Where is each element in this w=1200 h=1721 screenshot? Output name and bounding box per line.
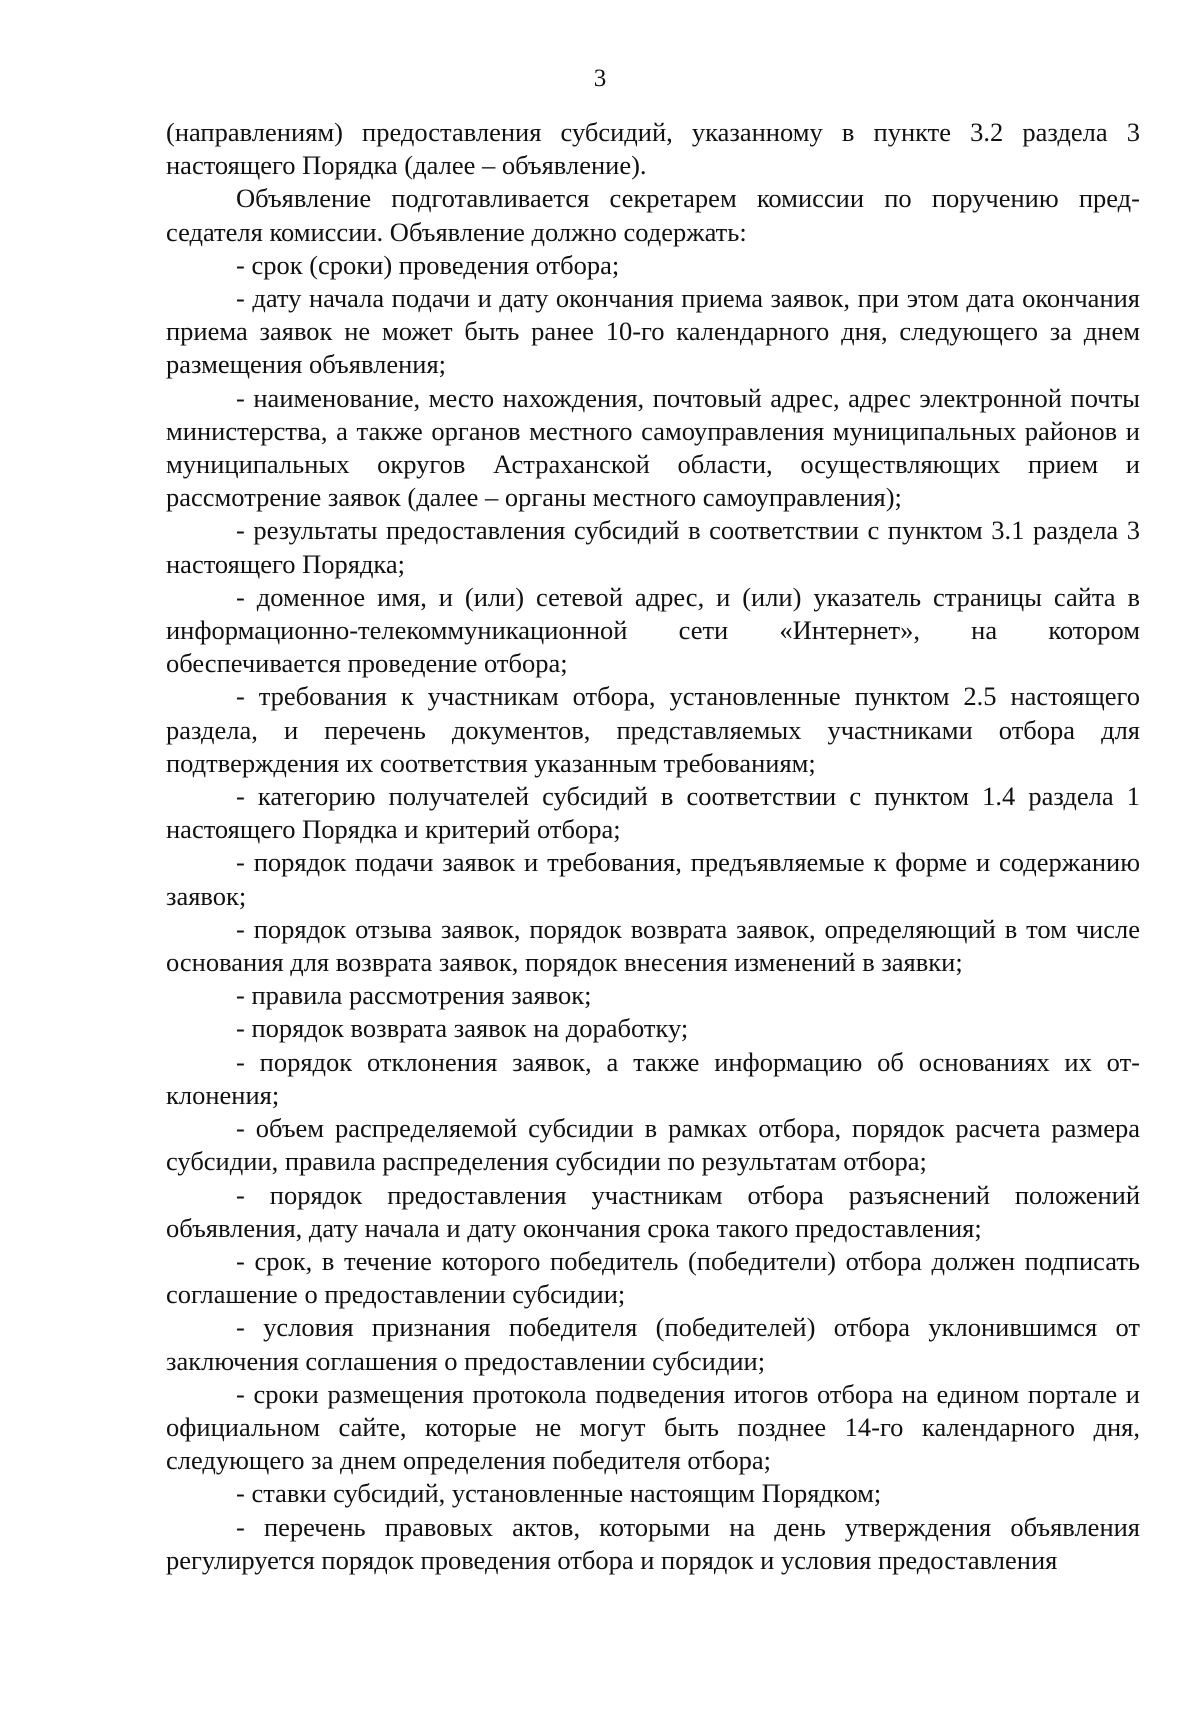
list-item: - правила рассмотрения заявок; <box>236 980 592 1011</box>
list-item: - дату начала подачи и дату окончания приема заявок, при этом дата окончания приема заявок не может быть ранее 10-го календарного дня, следующего за днем размещения объявления; <box>166 283 1140 380</box>
list-item: - порядок подачи заявок и требования, предъявляемые к форме и содержанию заявок; <box>166 847 1140 911</box>
paragraph-continuation: (направлениям) предоставления субсидий, указанному в пункте 3.2 раздела 3 настоящего Порядка (далее – объявление). <box>166 117 1140 181</box>
list-item: - результаты предоставления субсидий в соответствии с пунктом 3.1 раздела 3 настоящего Порядка; <box>166 515 1140 579</box>
list-item: - порядок предоставления участникам отбора разъяснений положений объявления, дату начала и дату окончания срока такого предоставления; <box>166 1179 1140 1243</box>
list-item: - порядок отзыва заявок, порядок возврата заявок, определяющий в том числе основания для возврата заявок, порядок внесения изменений в заявки; <box>166 913 1140 978</box>
page-number: 3 <box>593 65 607 92</box>
list-item: - доменное имя, и (или) сетевой адрес, и (или) указатель страницы сайта в информационно-телекоммуникационной сети «Интернет», на котором обеспечивается проведение отбора; <box>166 581 1140 679</box>
list-item: - условия признания победителя (победителей) отбора уклонившимся от заключения соглашения о предоставлении субсидии; <box>166 1312 1140 1376</box>
list-item: - ставки субсидий, установленные настоящим Порядком; <box>236 1478 882 1509</box>
list-item: - наименование, место нахождения, почтовый адрес, адрес электронной почты министерства, а также органов местного самоуправления муниципальных районов и муниципальных округов Астраханской области, осуществляющих прием и рассмотрение заявок (далее – органы местного самоуправления); <box>166 382 1140 513</box>
list-item: - сроки размещения протокола подведения итогов отбора на едином портале и официальном сайте, которые не могут быть позднее 14-го календарного дня, следующего за днем определения победителя отбора; <box>166 1378 1140 1476</box>
list-item: - перечень правовых актов, которыми на день утверждения объявления регулируется порядок проведения отбора и порядок и условия предоставления <box>166 1511 1140 1575</box>
document-body <box>166 116 1140 1577</box>
list-item: - объем распределяемой субсидии в рамках отбора, порядок расчета размера субсидии, правила распределения субсидии по результатам отбора; <box>166 1113 1140 1177</box>
list-item: - требования к участникам отбора, установленные пунктом 2.5 настоящего раздела, и перечень документов, представляемых участниками отбора для подтверждения их соответствия указанным требованиям; <box>166 681 1140 778</box>
paragraph-announcement-intro: Объявление подготавливается секретарем комиссии по поручению председателя комиссии. Объявление должно содержать: <box>166 183 1140 247</box>
list-item: - порядок возврата заявок на доработку; <box>236 1013 689 1044</box>
list-item: - порядок отклонения заявок, а также информацию об основаниях их отклонения; <box>166 1046 1140 1110</box>
list-item: - срок, в течение которого победитель (победители) отбора должен подписать соглашение о предоставлении субсидии; <box>166 1245 1140 1310</box>
list-item: - срок (сроки) проведения отбора; <box>236 249 620 280</box>
list-item: - категорию получателей субсидий в соответствии с пунктом 1.4 раздела 1 настоящего Порядка и критерий отбора; <box>166 781 1140 845</box>
